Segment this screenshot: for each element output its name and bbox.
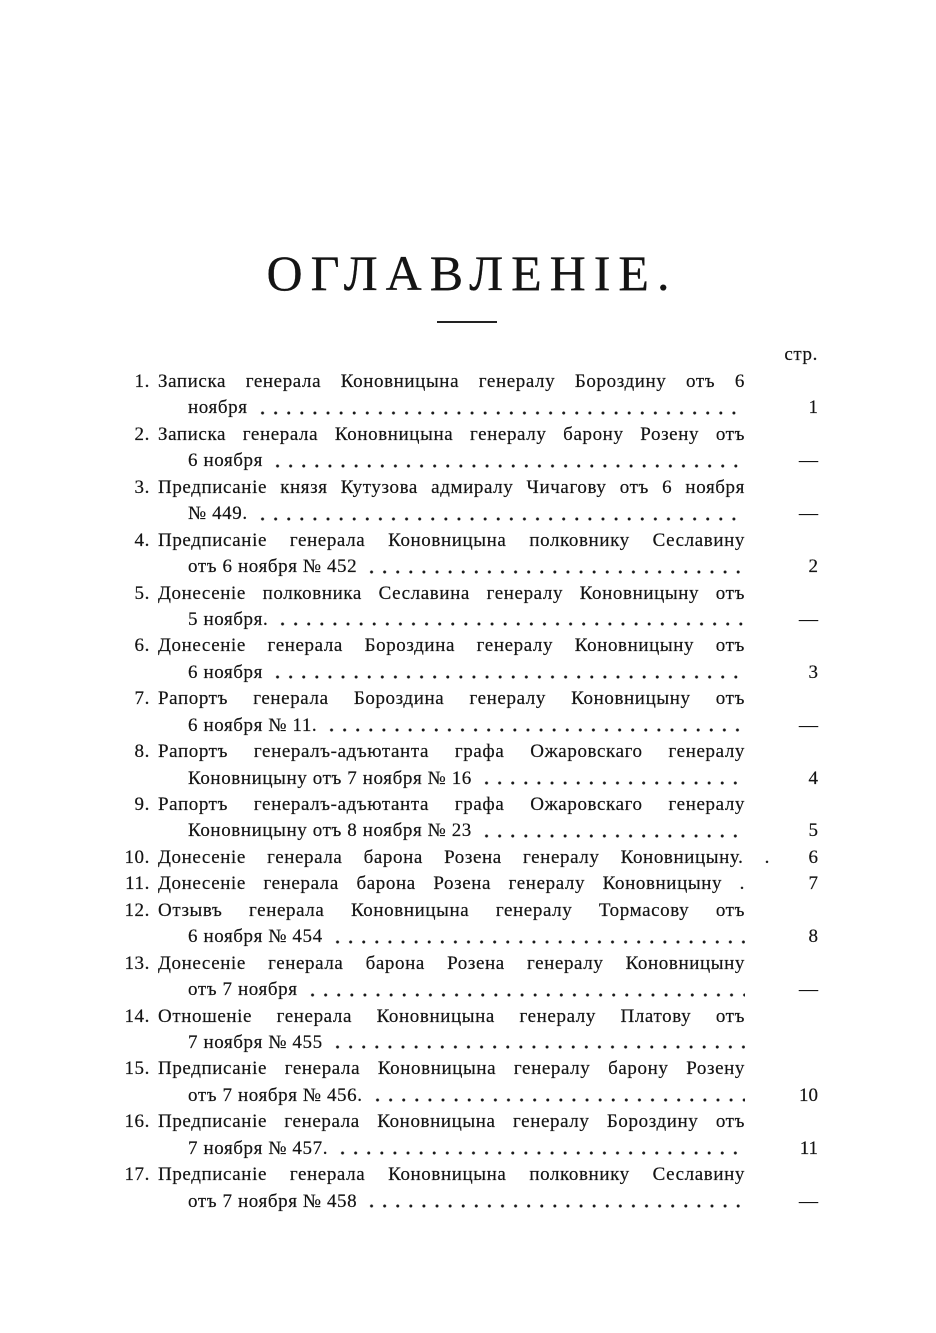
entry-title-continuation: 6 ноября [188,661,264,683]
entry-number: 9. [134,794,150,815]
entry-page-number: 5 [808,820,818,842]
entry-title-line2 [158,766,745,792]
entry-number: 11. [125,873,150,895]
toc-entry [134,739,818,792]
entry-title-continuation: 6 ноября № 454 [188,926,323,948]
entry-page-number: — [799,450,818,472]
dot-leader [306,977,745,1003]
entry-number: 17. [124,1164,150,1186]
toc-entry [134,792,818,845]
dot-leader [365,1189,745,1215]
entry-title-line1: Рапортъ генералъ-адъютанта графа Ожаровскаго генералу [158,741,745,763]
entry-page-number: 11 [799,1137,818,1159]
entry-page-number: 4 [808,767,818,789]
toc-entry [134,422,818,475]
entry-title-line2 [158,607,745,633]
toc-entry [124,1162,818,1215]
entry-number: 6. [134,635,150,657]
entry-title-line1: Предписаніе генерала Коновницына генералу Бороздину отъ [158,1111,745,1133]
entry-title-line2 [158,1030,745,1056]
toc-entry [134,369,818,422]
entry-number: 12. [124,899,150,921]
entry-title-line2 [158,660,745,686]
toc-entry [124,898,818,951]
entry-title-line2 [158,1189,745,1215]
entry-title-continuation: отъ 6 ноября № 452 [188,556,358,578]
entry-number: 7. [134,688,150,710]
entry-number: 10. [124,846,150,868]
entry-number: 1. [134,371,150,392]
toc-entry [134,633,818,686]
entry-title-line2 [158,924,745,950]
entry-title-line1: Предписаніе генерала Коновницына полковнику Сеславину [158,1164,745,1186]
page-column-label: стр. [784,344,818,365]
entry-page-number: 3 [808,661,818,683]
entry-title-line2 [158,395,745,421]
dot-leader [256,395,745,421]
entry-title-continuation: Коновницыну отъ 7 ноября № 16 [188,767,472,789]
entry-page-number: 7 [808,873,818,895]
entry-title-line2 [158,818,745,844]
entry-number: 2. [134,423,150,445]
toc-entry [124,845,818,871]
dot-leader [480,766,745,792]
entry-title-line1: Рапортъ генерала Бороздина генералу Коновницыну отъ [158,688,745,710]
entry-page-number: 6 [808,846,818,868]
entry-title-line1: Предписаніе князя Кутузова адмиралу Чичагову отъ 6 ноября [158,476,745,498]
entry-title-continuation: 6 ноября № 11. [188,714,318,736]
dot-leader [256,501,745,527]
entry-title-continuation: 7 ноября № 457. [188,1137,329,1159]
dot-leader [276,607,745,633]
entry-title-line1: Предписаніе генерала Коновницына полковнику Сеславину [158,529,745,551]
entry-title: Донесеніе генерала барона Розена генералу Коновницыну. . [158,846,770,868]
toc-entry [134,581,818,634]
entry-number: 15. [124,1058,150,1080]
entry-title-line1: Отзывъ генерала Коновницына генералу Тормасову отъ [158,899,745,921]
dot-leader [271,448,745,474]
entry-number: 14. [124,1005,150,1027]
entry-title-line2 [158,554,745,580]
entry-page-number: 1 [808,397,818,419]
entry-title-line1: Донесеніе генерала Бороздина генералу Коновницыну отъ [158,635,745,657]
entry-title-continuation: ноября [188,397,248,419]
title-rule [437,321,497,323]
dot-leader [365,554,745,580]
toc-entry [134,528,818,581]
entry-title-line2 [158,501,745,527]
entry-title-continuation: 7 ноября № 455 [188,1031,323,1053]
toc-entry [124,1004,745,1057]
entry-title-line1: Записка генерала Коновницына генералу Бороздину отъ 6 [158,371,745,392]
dot-leader [480,818,745,844]
entry-number: 3. [134,476,150,498]
entry-title-continuation: Коновницыну отъ 8 ноября № 23 [188,820,472,842]
entry-title-line1: Записка генерала Коновницына генералу барону Розену отъ [158,423,745,445]
toc-entry [124,951,818,1004]
dot-leader [331,924,745,950]
entry-title-line2 [158,448,745,474]
entry-number: 13. [124,952,150,974]
table-of-contents [0,369,936,1215]
page-title: ОГЛАВЛЕНІЕ. [266,245,678,301]
entry-title-line1: Донесеніе генерала барона Розена генералу Коновницыну [158,952,745,974]
toc-entry [124,1056,818,1109]
dot-leader [371,1083,745,1109]
toc-entry [125,871,818,897]
toc-entry [124,1109,818,1162]
dot-leader [331,1030,745,1056]
entry-title-continuation: отъ 7 ноября [188,979,298,1001]
entry-title-line2 [158,713,745,739]
entry-title-line1: Рапортъ генералъ-адъютанта графа Ожаровскаго генералу [158,794,745,815]
dot-leader [271,660,745,686]
entry-page-number: — [799,1190,818,1212]
entry-title-line2 [158,977,745,1003]
entry-title-line1: Отношеніе генерала Коновницына генералу Платову отъ [158,1005,745,1027]
entry-title-line1: Донесеніе полковника Сеславина генералу Коновницыну отъ [158,582,745,604]
toc-entry [134,686,818,739]
entry-page-number: — [799,714,818,736]
entry-title-continuation: 6 ноября [188,450,264,472]
entry-number: 8. [134,741,150,763]
entry-page-number: 8 [808,926,818,948]
entry-number: 4. [134,529,150,551]
entry-page-number: 2 [808,556,818,578]
entry-title-continuation: отъ 7 ноября № 458 [188,1190,358,1212]
entry-page-number: — [799,608,818,630]
entry-title-continuation: отъ 7 ноября № 456. [188,1084,363,1106]
entry-title-line1: Предписаніе генерала Коновницына генералу барону Розену [158,1058,745,1080]
entry-page-number: 10 [799,1084,818,1106]
toc-entry [134,475,818,528]
entry-title: Донесеніе генерала барона Розена генералу Коновницыну . [158,873,745,895]
entry-number: 5. [134,582,150,604]
dot-leader [336,1136,745,1162]
entry-title-continuation: № 449. [188,503,248,525]
entry-title-line2 [158,1083,745,1109]
dot-leader [325,713,745,739]
entry-number: 16. [124,1111,150,1133]
entry-page-number: — [799,979,818,1001]
entry-page-number: — [799,503,818,525]
entry-title-continuation: 5 ноября. [188,608,269,630]
entry-title-line2 [158,1136,745,1162]
